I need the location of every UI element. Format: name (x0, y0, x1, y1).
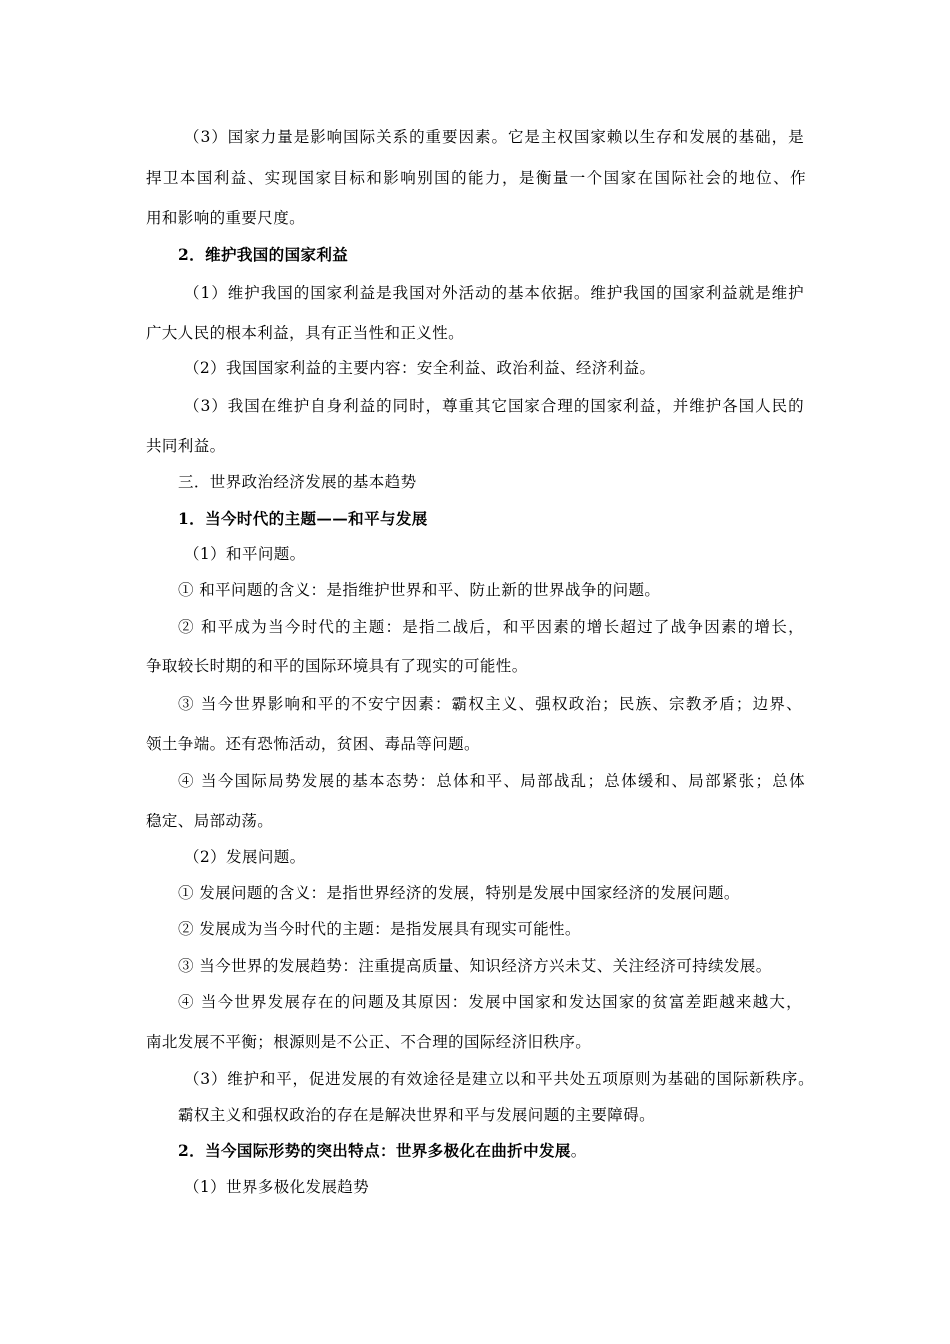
paragraph-line: ④ 当今国际局势发展的基本态势：总体和平、局部战乱；总体缓和、局部紧张；总体 (178, 772, 805, 790)
paragraph-line: 南北发展不平衡；根源则是不公正、不合理的国际经济旧秩序。 (146, 1033, 592, 1051)
paragraph-line: 共同利益。 (146, 437, 226, 455)
paragraph-line: 捍卫本国利益、实现国家目标和影响别国的能力，是衡量一个国家在国际社会的地位、作 (146, 169, 806, 187)
paragraph-line: ③ 当今世界影响和平的不安宁因素：霸权主义、强权政治；民族、宗教矛盾；边界、 (178, 695, 802, 713)
paragraph-line: 用和影响的重要尺度。 (146, 209, 306, 227)
section-heading: 2．维护我国的国家利益 (178, 245, 349, 264)
section-heading: 三．世界政治经济发展的基本趋势 (178, 473, 417, 491)
paragraph-line: （2）发展问题。 (184, 848, 306, 866)
paragraph-line: 领土争端。还有恐怖活动，贫困、毒品等问题。 (146, 735, 480, 753)
paragraph-line: （1）和平问题。 (184, 545, 306, 563)
paragraph-line: ③ 当今世界的发展趋势：注重提高质量、知识经济方兴未艾、关注经济可持续发展。 (178, 957, 772, 975)
section-heading: 2．当今国际形势的突出特点：世界多极化在曲折中发展 (178, 1141, 571, 1160)
paragraph-line: ④ 当今世界发展存在的问题及其原因：发展中国家和发达国家的贫富差距越来越大， (178, 993, 802, 1011)
paragraph-line: 稳定、局部动荡。 (146, 812, 274, 830)
paragraph-line: （1）世界多极化发展趋势 (184, 1178, 370, 1196)
paragraph-line: （3）维护和平，促进发展的有效途径是建立以和平共处五项原则为基础的国际新秩序。 (184, 1070, 814, 1088)
paragraph-line: 争取较长时期的和平的国际环境具有了现实的可能性。 (146, 657, 528, 675)
section-heading: 1．当今时代的主题——和平与发展 (178, 509, 428, 528)
paragraph-line: ① 和平问题的含义：是指维护世界和平、防止新的世界战争的问题。 (178, 581, 661, 599)
section-heading-wrap (178, 1141, 587, 1161)
heading-period: 。 (570, 1142, 587, 1160)
paragraph-line: （3）我国在维护自身利益的同时，尊重其它国家合理的国家利益，并维护各国人民的 (184, 397, 804, 415)
paragraph-line: 广大人民的根本利益，具有正当性和正义性。 (146, 324, 465, 342)
paragraph-line: （1）维护我国的国家利益是我国对外活动的基本依据。维护我国的国家利益就是维护 (184, 284, 804, 302)
paragraph-line: 霸权主义和强权政治的存在是解决世界和平与发展问题的主要障碍。 (178, 1106, 656, 1124)
paragraph-line: ② 发展成为当今时代的主题：是指发展具有现实可能性。 (178, 920, 581, 938)
paragraph-line: （3）国家力量是影响国际关系的重要因素。它是主权国家赖以生存和发展的基础，是 (184, 128, 804, 146)
paragraph-line: （2）我国国家利益的主要内容：安全利益、政治利益、经济利益。 (184, 359, 656, 377)
paragraph-line: ① 发展问题的含义：是指世界经济的发展，特别是发展中国家经济的发展问题。 (178, 884, 740, 902)
paragraph-line: ② 和平成为当今时代的主题：是指二战后，和平因素的增长超过了战争因素的增长， (178, 618, 804, 636)
